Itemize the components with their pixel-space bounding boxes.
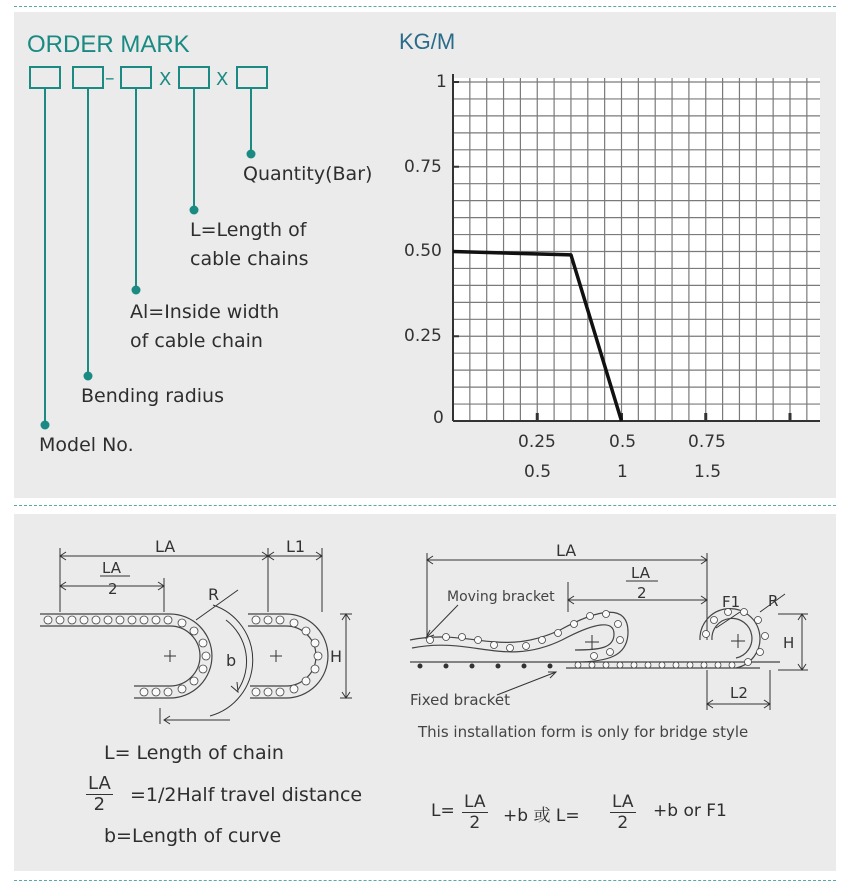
separator-x2: X: [216, 69, 229, 90]
r-label-right: R: [768, 592, 779, 610]
l1-label: L1: [286, 537, 306, 556]
formula-half-travel: =1/2Half travel distance: [130, 784, 363, 806]
x-tick-label: 0.25: [518, 432, 556, 452]
y-tick-label: 1: [436, 72, 447, 92]
formula-l-eq: L=: [431, 801, 455, 821]
formula-fraction-2: [610, 792, 636, 833]
formula-length-of-chain: L= Length of chain: [104, 742, 284, 764]
frac-numerator: LA: [88, 773, 111, 794]
frac-denominator: 2: [617, 813, 629, 833]
f1-label: F1: [722, 593, 741, 611]
la-half-den-right: 2: [637, 584, 647, 602]
x-tick-label: 1: [617, 462, 628, 482]
l2-label: L2: [730, 684, 748, 702]
frac-numerator: LA: [612, 792, 634, 812]
x-tick-label: 0.5: [524, 462, 552, 482]
width-label-1: Al=Inside width: [130, 301, 280, 323]
formula-middle: +b 或 L=: [503, 806, 580, 826]
bending-radius-label: Bending radius: [81, 385, 224, 407]
formula-fraction-1: [462, 792, 488, 833]
bridge-style-note: This installation form is only for bridge style: [418, 723, 749, 740]
x-tick-label: 0.75: [688, 432, 726, 452]
la-label: LA: [155, 537, 176, 556]
la-half-num: LA: [102, 559, 121, 577]
bottom-divider: [14, 880, 836, 881]
frac-denominator: 2: [469, 813, 481, 833]
formula-la-half: [86, 774, 113, 815]
model-no-label: Model No.: [39, 434, 134, 456]
la-half-den: 2: [108, 580, 118, 598]
length-label-1: L=Length of: [190, 219, 307, 241]
formula-end: +b or F1: [653, 801, 727, 821]
y-tick-label: 0.50: [404, 241, 442, 261]
x-tick-label: 0.5: [609, 432, 637, 452]
y-tick-label: 0.25: [404, 326, 442, 346]
la-half-num-right: LA: [631, 564, 650, 582]
y-tick-label: 0: [433, 408, 444, 428]
separator-dash: –: [105, 67, 115, 89]
quantity-label: Quantity(Bar): [243, 163, 373, 185]
h-label-right: H: [783, 634, 795, 652]
la-label-right: LA: [556, 541, 577, 560]
b-label: b: [226, 651, 237, 670]
y-unit-label: KG/M: [399, 29, 456, 54]
order-mark-title: ORDER MARK: [27, 31, 190, 58]
y-tick-label: 0.75: [404, 157, 442, 177]
formula-length-of-curve: b=Length of curve: [104, 825, 282, 847]
frac-numerator: LA: [464, 792, 486, 812]
x-tick-label: 1.5: [694, 462, 722, 482]
frac-denominator: 2: [93, 794, 106, 815]
fixed-bracket-label: Fixed bracket: [410, 691, 511, 709]
separator-x1: X: [159, 69, 172, 90]
length-label-2: cable chains: [190, 248, 309, 270]
moving-bracket-label: Moving bracket: [447, 589, 555, 605]
r-label: R: [208, 585, 220, 604]
h-label: H: [330, 647, 343, 666]
width-label-2: of cable chain: [130, 330, 263, 352]
